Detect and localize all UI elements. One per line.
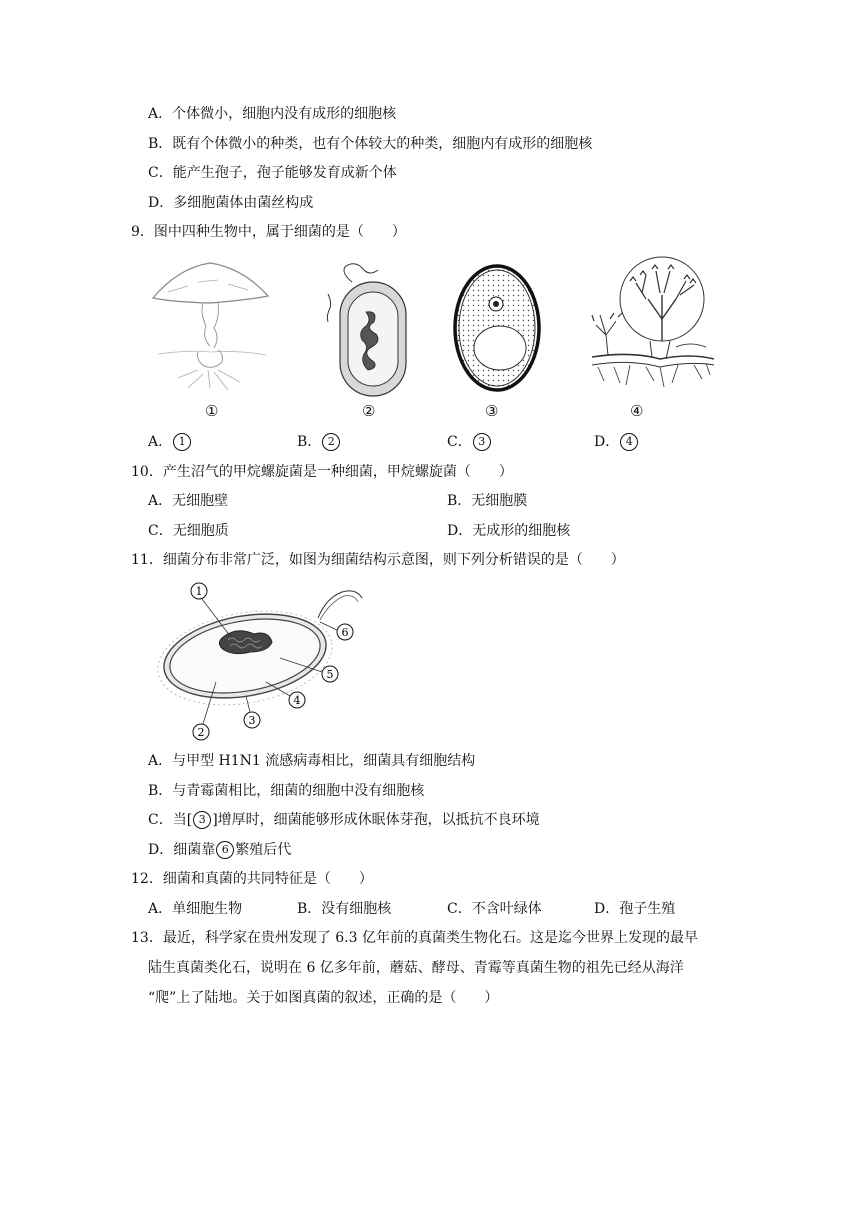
q9-option-b: [297, 432, 341, 452]
q8-option-a: A．个体微小，细胞内没有成形的细胞核: [148, 106, 397, 122]
q11-option-b: B．与青霉菌相比，细菌的细胞中没有细胞核: [148, 783, 425, 799]
diagram-label-4: 4: [293, 694, 301, 707]
q9-stem: 9．图中四种生物中，属于细菌的是（ ）: [131, 224, 406, 240]
diagram-label-3: 3: [248, 714, 256, 727]
q11-option-d-num: 6: [216, 841, 234, 859]
diagram-label-1: 1: [195, 585, 203, 598]
q9-figure-label-4: ④: [630, 402, 644, 420]
bacterium-figure: [318, 262, 418, 398]
q8-option-b: B．既有个体微小的种类，也有个体较大的种类，细胞内有成形的细胞核: [148, 136, 593, 152]
q9-figure-label-3: ③: [485, 402, 499, 420]
q11-option-d: [148, 840, 291, 860]
q9-figure-label-1: ①: [205, 402, 219, 420]
q10-option-b: B．无细胞膜: [447, 493, 528, 509]
q12-option-c: C．不含叶绿体: [447, 901, 542, 917]
q9-option-a-prefix: A．: [148, 434, 173, 450]
q11-option-d-suffix: 繁殖后代: [235, 842, 292, 858]
q11-option-a: A．与甲型 H1N1 流感病毒相比，细菌具有细胞结构: [148, 753, 476, 769]
q13-line-3: “爬”上了陆地。关于如图真菌的叙述，正确的是（ ）: [148, 990, 499, 1006]
q9-option-d: [594, 432, 639, 452]
q11-option-c: [148, 810, 540, 830]
q11-option-c-num: 3: [193, 811, 211, 829]
q8-option-d: D．多细胞菌体由菌丝构成: [148, 195, 314, 211]
q9-option-d-prefix: D．: [594, 434, 620, 450]
q9-option-c-prefix: C．: [447, 434, 472, 450]
q10-option-c: C．无细胞质: [148, 523, 229, 539]
bacterium-structure-diagram: [150, 578, 365, 744]
diagram-label-6: 6: [341, 626, 349, 639]
q9-option-a: [148, 432, 192, 452]
q8-option-c: C．能产生孢子，孢子能够发育成新个体: [148, 165, 397, 181]
q13-line-2: 陆生真菌类化石，说明在 6 亿多年前，蘑菇、酵母、青霉等真菌生物的祖先已经从海洋: [148, 960, 684, 976]
q10-option-d: D．无成形的细胞核: [447, 523, 571, 539]
q12-option-d: D．孢子生殖: [594, 901, 676, 917]
q9-option-b-num: 2: [322, 433, 340, 451]
q9-option-c-num: 3: [473, 433, 491, 451]
mushroom-figure: [148, 258, 273, 398]
q11-option-d-prefix: D．细菌靠: [148, 842, 216, 858]
q10-stem: 10．产生沼气的甲烷螺旋菌是一种细菌，甲烷螺旋菌（ ）: [131, 464, 513, 480]
yeast-cell-figure: [452, 264, 542, 392]
q12-option-a: A．单细胞生物: [148, 901, 243, 917]
q12-option-b: B．没有细胞核: [297, 901, 392, 917]
diagram-label-5: 5: [326, 668, 334, 681]
q9-option-a-num: 1: [173, 433, 191, 451]
q9-figure-label-2: ②: [362, 402, 376, 420]
q9-option-b-prefix: B．: [297, 434, 322, 450]
diagram-label-2: 2: [197, 726, 205, 739]
q10-option-a: A．无细胞壁: [148, 493, 229, 509]
q9-option-c: [447, 432, 492, 452]
mold-figure: [590, 255, 715, 395]
q12-stem: 12．细菌和真菌的共同特征是（ ）: [131, 871, 373, 887]
q11-option-c-prefix: C．当[: [148, 812, 193, 828]
q13-line-1: 13．最近，科学家在贵州发现了 6.3 亿年前的真菌类生物化石。这是迄今世界上发现的最早: [131, 930, 698, 946]
q9-option-d-num: 4: [620, 433, 638, 451]
q11-option-c-suffix: ]增厚时，细菌能够形成休眠体芽孢，以抵抗不良环境: [212, 812, 540, 828]
q11-stem: 11．细菌分布非常广泛，如图为细菌结构示意图，则下列分析错误的是（ ）: [131, 552, 625, 568]
